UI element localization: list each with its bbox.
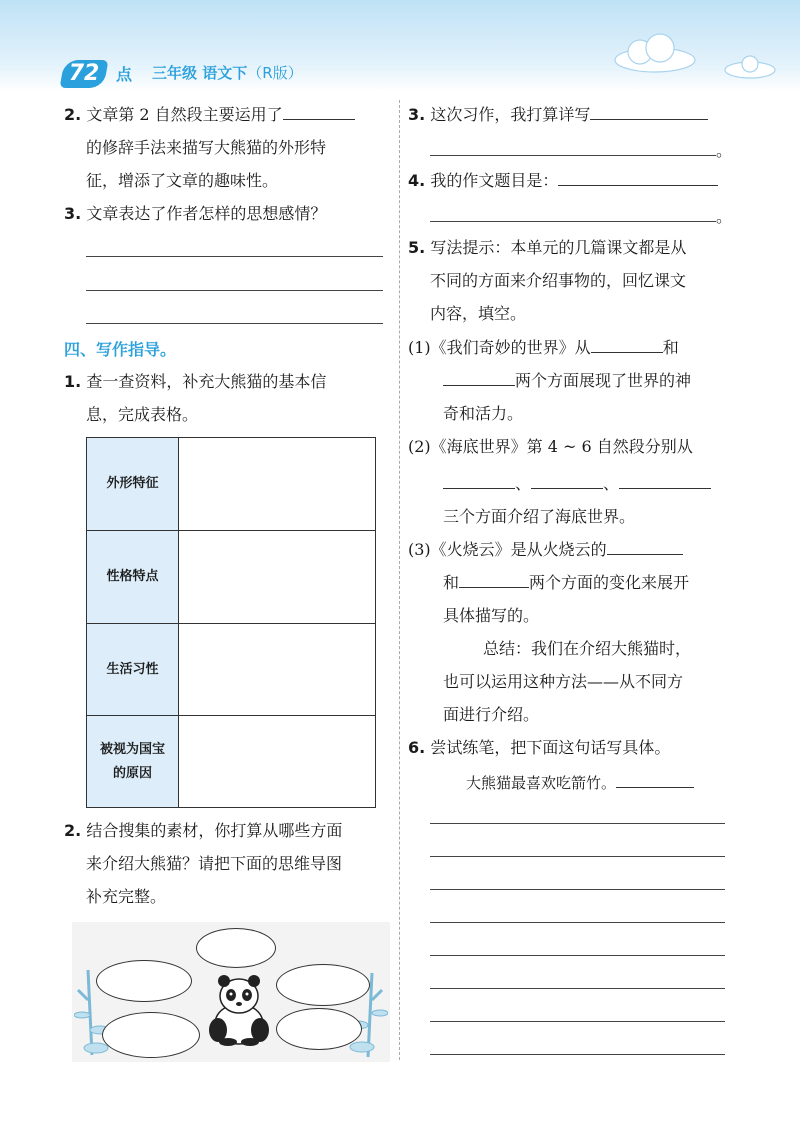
p1-line3: 奇和活力。 — [443, 404, 524, 423]
q3-answer-line[interactable] — [86, 256, 383, 257]
p1-line2 — [443, 370, 691, 392]
p1-number: (1) — [408, 338, 431, 357]
grade-label: 三年级 — [152, 64, 198, 82]
q3-answer-line[interactable] — [86, 290, 383, 291]
table-answer-cell[interactable] — [179, 624, 376, 716]
q2-line1 — [64, 104, 355, 126]
r6-answer-line[interactable] — [430, 1021, 725, 1022]
table-label: 性格特点 — [87, 531, 179, 624]
table-answer-cell[interactable] — [179, 531, 376, 624]
q3-number: 3. — [64, 204, 82, 223]
p2-blank1[interactable] — [443, 474, 515, 489]
p2-blank2[interactable] — [531, 474, 603, 489]
subject-label: 语文 — [202, 64, 233, 82]
table-row — [87, 624, 376, 716]
p2-blank3[interactable] — [619, 474, 711, 489]
brand-logo: 点 — [116, 65, 132, 84]
table-row — [87, 438, 376, 531]
r5-line2: 不同的方面来介绍事物的，回忆课文 — [430, 271, 687, 290]
r3-blank[interactable] — [590, 105, 708, 120]
r4-blank[interactable] — [558, 171, 718, 186]
r3-answer-line[interactable] — [430, 155, 716, 156]
q2-line2: 的修辞手法来描写大熊猫的外形特 — [86, 138, 327, 157]
r6-line — [408, 737, 670, 759]
p2-sep1: 、 — [515, 474, 532, 493]
r6-answer-line[interactable] — [430, 988, 725, 989]
table-row — [87, 716, 376, 808]
w1-number: 1. — [64, 372, 82, 391]
r4-end: 。 — [716, 207, 733, 226]
r6-answer-line[interactable] — [430, 889, 725, 890]
p2-sep2: 、 — [603, 474, 620, 493]
table-answer-cell[interactable] — [179, 438, 376, 531]
table-label: 被视为国宝 的原因 — [87, 716, 179, 808]
p1-blank1[interactable] — [591, 338, 663, 353]
p3-text2b: 两个方面的变化来展开 — [529, 573, 690, 592]
w1-line2: 息，完成表格。 — [86, 405, 199, 424]
r6-answer-line[interactable] — [430, 856, 725, 857]
q2-line3: 征，增添了文章的趣味性。 — [86, 171, 279, 190]
r5-number: 5. — [408, 238, 426, 257]
panda-icon — [204, 968, 274, 1046]
p1-text1a: 《我们奇妙的世界》从 — [430, 338, 591, 357]
p2-number: (2) — [408, 437, 431, 456]
p3-line1 — [408, 539, 683, 561]
r3-line — [408, 104, 708, 126]
summary-line3: 面进行介绍。 — [443, 705, 540, 724]
r3-number: 3. — [408, 105, 426, 124]
p3-line3: 具体描写的。 — [443, 606, 540, 625]
section-title: 四、写作指导。 — [64, 340, 177, 359]
r4-answer-line[interactable] — [430, 221, 716, 222]
r4-text: 我的作文题目是： — [430, 171, 559, 190]
edition-label: （R版） — [247, 64, 303, 82]
r6-text: 尝试练笔，把下面这句话写具体。 — [430, 738, 671, 757]
w2-text1: 结合搜集的素材，你打算从哪些方面 — [86, 821, 343, 840]
w2-number: 2. — [64, 821, 82, 840]
w2-line2: 来介绍大熊猫？请把下面的思维导图 — [86, 854, 343, 873]
p3-text1: 《火烧云》是从火烧云的 — [430, 540, 607, 559]
p2-line1 — [408, 436, 693, 458]
mind-map-bubble-lower-left[interactable] — [102, 1012, 200, 1058]
r3-text: 这次习作，我打算详写 — [430, 105, 591, 124]
r4-line — [408, 170, 718, 192]
r6-answer-line[interactable] — [430, 922, 725, 923]
r3-end: 。 — [716, 141, 733, 160]
cloud-decoration — [600, 30, 800, 90]
p3-line2 — [443, 572, 689, 594]
r5-line3: 内容，填空。 — [430, 304, 527, 323]
r5-text1: 写法提示：本单元的几篇课文都是从 — [430, 238, 687, 257]
r6-sentence: 大熊猫最喜欢吃箭竹。 — [466, 774, 617, 792]
w1-line1 — [64, 371, 326, 393]
book-title — [152, 62, 303, 83]
panda-info-table — [86, 437, 376, 808]
p3-blank2[interactable] — [459, 573, 529, 588]
mind-map-bubble-upper-right[interactable] — [276, 964, 370, 1006]
r6-sentence-line — [466, 772, 694, 794]
table-label: 生活习性 — [87, 624, 179, 716]
summary-line1: 总结：我们在介绍大熊猫时， — [483, 639, 692, 658]
p2-line3: 三个方面介绍了海底世界。 — [443, 507, 636, 526]
w2-line1 — [64, 820, 342, 842]
term-label: 下 — [232, 64, 248, 82]
p3-number: (3) — [408, 540, 431, 559]
r6-blank[interactable] — [616, 773, 694, 788]
table-answer-cell[interactable] — [179, 716, 376, 808]
p2-text1: 《海底世界》第 4 ~ 6 自然段分别从 — [430, 437, 693, 456]
mind-map-bubble-lower-right[interactable] — [276, 1008, 362, 1050]
table-row — [87, 531, 376, 624]
q2-number: 2. — [64, 105, 82, 124]
p2-line2 — [443, 473, 711, 495]
r6-number: 6. — [408, 738, 426, 757]
q3-line — [64, 203, 326, 225]
p3-text2a: 和 — [443, 573, 460, 592]
r5-line1 — [408, 237, 686, 259]
table-label: 外形特征 — [87, 438, 179, 531]
mind-map-bubble-upper-left[interactable] — [96, 960, 192, 1002]
page-number: 72 — [68, 61, 100, 86]
q3-answer-line[interactable] — [86, 323, 383, 324]
q2-blank[interactable] — [283, 105, 355, 120]
r6-answer-line[interactable] — [430, 823, 725, 824]
summary-line2: 也可以运用这种方法——从不同方 — [443, 672, 684, 691]
r6-answer-line[interactable] — [430, 955, 725, 956]
p3-blank1[interactable] — [607, 540, 683, 555]
q3-text: 文章表达了作者怎样的思想感情？ — [86, 204, 327, 223]
p1-line1 — [408, 337, 679, 359]
p1-blank2[interactable] — [443, 371, 515, 386]
r4-number: 4. — [408, 171, 426, 190]
w1-text1: 查一查资料，补充大熊猫的基本信 — [86, 372, 327, 391]
r6-answer-line[interactable] — [430, 1054, 725, 1055]
p1-text2: 两个方面展现了世界的神 — [515, 371, 692, 390]
mind-map-bubble-top[interactable] — [196, 928, 276, 968]
p1-text1b: 和 — [662, 338, 679, 357]
column-divider — [399, 100, 400, 1060]
q2-text1: 文章第 2 自然段主要运用了 — [86, 105, 283, 124]
w2-line3: 补充完整。 — [86, 887, 167, 906]
